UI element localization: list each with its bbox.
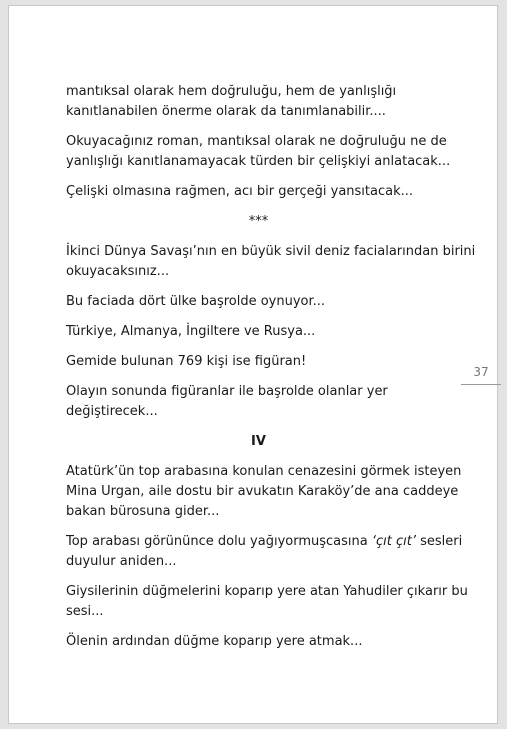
- paragraph: [66, 242, 476, 282]
- text-line: bakan bürosuna gider...: [66, 504, 220, 519]
- paragraph: [66, 182, 451, 202]
- text-line: İkinci Dünya Savaşı’nın en büyük sivil deniz facialarından birini: [66, 244, 476, 259]
- paragraph: [66, 322, 451, 342]
- page-body: [66, 82, 476, 662]
- text-line: Ölenin ardından düğme koparıp yere atmak...: [66, 634, 363, 649]
- text-line: Top arabası görününce dolu yağıyormuşcasına: [66, 534, 368, 549]
- text-line: Olayın sonunda figüranlar ile başrolde olanlar yer: [66, 384, 388, 399]
- paragraph: [66, 352, 451, 372]
- paragraph: [66, 382, 451, 422]
- text-fragment: sesleri: [416, 534, 463, 549]
- document-page: [8, 5, 498, 724]
- text-line: Okuyacağınız roman, mantıksal olarak ne doğruluğu ne de: [66, 134, 447, 149]
- text-line: Türkiye, Almanya, İngiltere ve Rusya...: [66, 324, 316, 339]
- paragraph: [66, 532, 463, 572]
- paragraph: [66, 632, 451, 652]
- paragraph: [66, 82, 451, 122]
- text-line: Gemide bulunan 769 kişi ise figüran!: [66, 354, 307, 369]
- section-separator: [66, 212, 451, 232]
- paragraph: [66, 292, 451, 312]
- text-line: okuyacaksınız...: [66, 264, 170, 279]
- paragraph: [66, 462, 462, 522]
- text-line: ***: [248, 214, 269, 229]
- text-line: kanıtlanabilen önerme olarak da tanımlanabilir....: [66, 104, 386, 119]
- text-line: Atatürk’ün top arabasına konulan cenazesini görmek isteyen: [66, 464, 462, 479]
- text-line: Bu faciada dört ülke başrolde oynuyor...: [66, 294, 326, 309]
- page-number: 37: [461, 362, 501, 385]
- paragraph: [66, 132, 451, 172]
- italic-phrase: ‘çıt çıt’: [371, 534, 416, 549]
- text-line: değiştirecek...: [66, 404, 158, 419]
- paragraph: [66, 582, 468, 622]
- text-line: Mina Urgan, aile dostu bir avukatın Karaköy’de ana caddeye: [66, 484, 459, 499]
- text-line: mantıksal olarak hem doğruluğu, hem de yanlışlığı: [66, 84, 397, 99]
- text-line: Giysilerinin düğmelerini koparıp yere atan Yahudiler çıkarır bu: [66, 584, 468, 599]
- chapter-heading: [66, 432, 451, 452]
- text-line: IV: [251, 434, 266, 449]
- text-line: duyulur aniden...: [66, 554, 177, 569]
- text-line: Çelişki olmasına rağmen, acı bir gerçeği yansıtacak...: [66, 184, 414, 199]
- text-line: sesi...: [66, 604, 104, 619]
- text-line: yanlışlığı kanıtlanamayacak türden bir çelişkiyi anlatacak...: [66, 154, 451, 169]
